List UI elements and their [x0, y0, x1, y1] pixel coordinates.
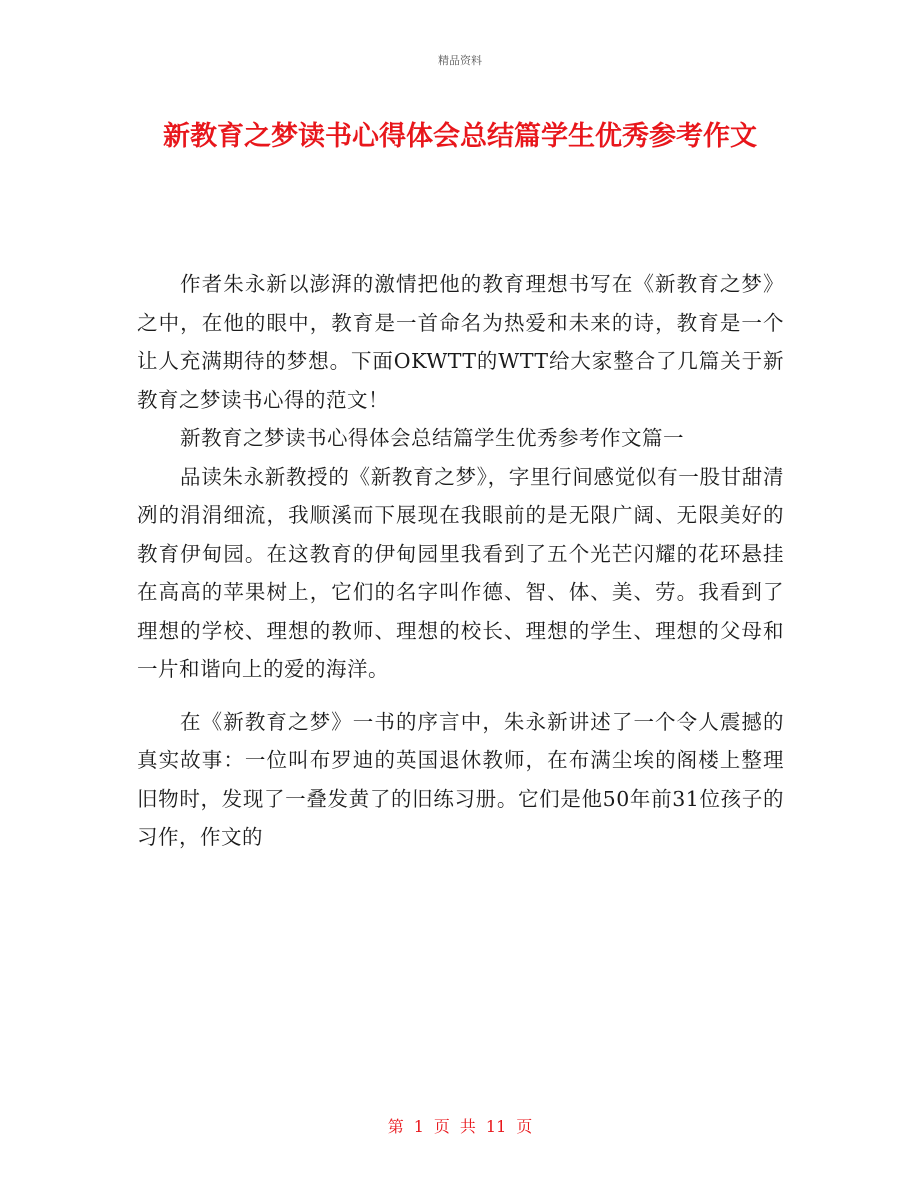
footer-label-total: 共 [459, 1117, 476, 1136]
footer-page-number: 1 [413, 1117, 424, 1136]
paragraph-reading: 品读朱永新教授的《新教育之梦》，字里行间感觉似有一股甘甜清冽的涓涓细流，我顺溪而下展现在我眼前的是无限广阔、无限美好的教育伊甸园。在这教育的伊甸园里我看到了五个光芒闪耀的花环悬挂在高高的苹果树上，它们的名字叫作德、智、体、美、劳。我看到了理想的学校、理想的教师、理想的校长、理想的学生、理想的父母和一片和谐向上的爱的海洋。 [137, 464, 784, 681]
document-title: 新教育之梦读书心得体会总结篇学生优秀参考作文 [163, 121, 757, 152]
footer-total-pages: 11 [485, 1117, 507, 1136]
page-footer [0, 1114, 920, 1137]
footer-label-prefix: 第 [387, 1117, 404, 1136]
paragraph-section-heading: 新教育之梦读书心得体会总结篇学生优秀参考作文篇一 [180, 426, 685, 450]
footer-label-page: 页 [433, 1117, 450, 1136]
paragraph-preface-story: 在《新教育之梦》一书的序言中，朱永新讲述了一个令人震撼的真实故事：一位叫布罗迪的英国退休教师，在布满尘埃的阁楼上整理旧物时，发现了一叠发黄了的旧练习册。它们是他50年前31位孩子的习作，作文的 [137, 709, 784, 849]
document-body [137, 265, 784, 857]
footer-label-suffix: 页 [516, 1117, 533, 1136]
paragraph-intro: 作者朱永新以澎湃的激情把他的教育理想书写在《新教育之梦》之中，在他的眼中，教育是一首命名为热爱和未来的诗，教育是一个让人充满期待的梦想。下面OKWTT的WTT给大家整合了几篇关于新教育之梦读书心得的范文！ [137, 272, 784, 412]
header-note: 精品资料 [438, 54, 482, 67]
